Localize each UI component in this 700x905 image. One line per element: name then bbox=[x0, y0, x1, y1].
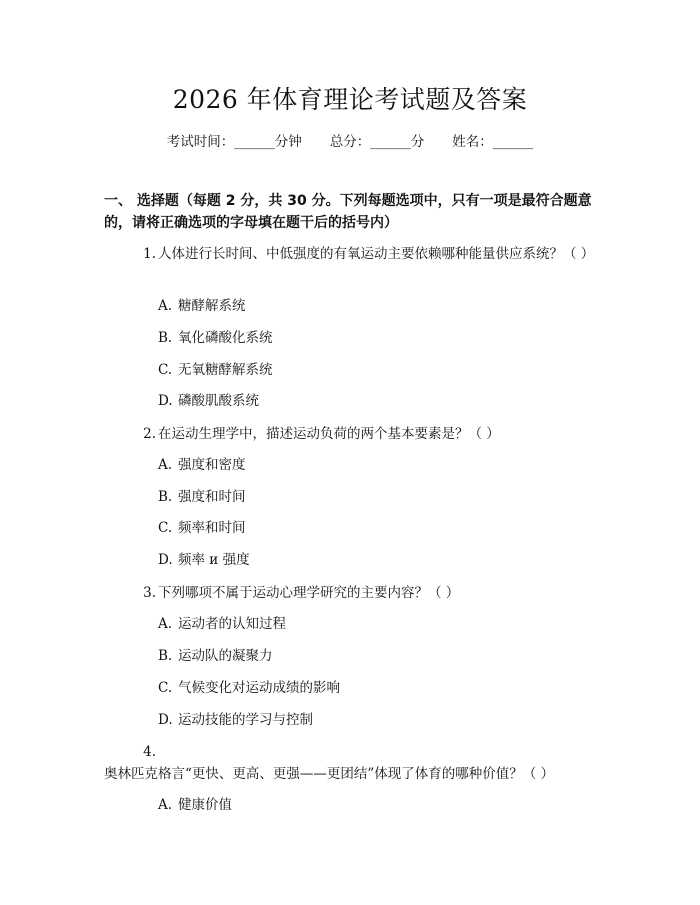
option-3b bbox=[158, 646, 588, 666]
option-letter: D. bbox=[158, 552, 173, 568]
option-text: 磷酸肌酸系统 bbox=[178, 393, 259, 409]
question-text: 人体进行长时间、中低强度的有氧运动主要依赖哪种能量供应系统？（ ） bbox=[158, 246, 595, 262]
question-number: 4. bbox=[143, 744, 156, 760]
question-number: 1. bbox=[143, 246, 156, 262]
option-2b bbox=[158, 487, 588, 507]
option-2c bbox=[158, 518, 588, 538]
option-3c bbox=[158, 678, 588, 698]
option-text: 强度和时间 bbox=[178, 489, 246, 505]
section-heading: 一、 选择题（每题 2 分，共 30 分。下列每题选项中，只有一项是最符合题意的，请将正确选项的字母填在题干后的括号内） bbox=[104, 193, 592, 231]
question-3 bbox=[104, 582, 604, 604]
option-3a bbox=[158, 614, 588, 634]
option-1d bbox=[158, 391, 588, 411]
option-letter: A. bbox=[158, 298, 173, 314]
option-3d bbox=[158, 710, 588, 730]
option-2d bbox=[158, 550, 588, 570]
option-1b bbox=[158, 328, 588, 348]
page-title: 2026 年体育理论考试题及答案 bbox=[172, 85, 528, 114]
option-text: 糖酵解系统 bbox=[178, 298, 246, 314]
option-letter: B. bbox=[158, 330, 173, 346]
option-text: 频率和时间 bbox=[178, 520, 246, 536]
option-letter: D. bbox=[158, 712, 173, 728]
option-text: 运动者的认知过程 bbox=[178, 616, 286, 632]
option-letter: A. bbox=[158, 457, 173, 473]
option-text: 氧化磷酸化系统 bbox=[178, 330, 273, 346]
option-text: 运动队的凝聚力 bbox=[178, 648, 273, 664]
option-text: 健康价值 bbox=[178, 797, 232, 813]
option-letter: B. bbox=[158, 648, 173, 664]
question-number: 3. bbox=[143, 585, 156, 601]
option-text: 无氧糖酵解系统 bbox=[178, 362, 273, 378]
option-letter: C. bbox=[158, 520, 173, 536]
option-1a bbox=[158, 296, 588, 316]
question-4 bbox=[104, 741, 604, 785]
option-1c bbox=[158, 360, 588, 380]
option-letter: B. bbox=[158, 489, 173, 505]
question-text: 下列哪项不属于运动心理学研究的主要内容？（ ） bbox=[158, 585, 460, 601]
option-letter: C. bbox=[158, 680, 173, 696]
question-text: 奥林匹克格言“更快、更高、更强——更团结”体现了体育的哪种价值？（ ） bbox=[104, 766, 555, 782]
option-letter: C. bbox=[158, 362, 173, 378]
option-text: 频率 и 强度 bbox=[178, 552, 250, 568]
option-text: 运动技能的学习与控制 bbox=[178, 712, 313, 728]
option-2a bbox=[158, 455, 588, 475]
option-4a bbox=[158, 795, 588, 815]
total-score-field: 总分：______分 bbox=[329, 134, 425, 150]
option-text: 强度和密度 bbox=[178, 457, 246, 473]
option-letter: A. bbox=[158, 797, 173, 813]
question-text: 在运动生理学中，描述运动负荷的两个基本要素是？（ ） bbox=[158, 426, 500, 442]
question-1 bbox=[104, 243, 604, 265]
option-letter: A. bbox=[158, 616, 173, 632]
question-2 bbox=[104, 423, 604, 445]
exam-time-field: 考试时间：______分钟 bbox=[166, 134, 302, 150]
question-number: 2. bbox=[143, 426, 156, 442]
option-text: 气候变化对运动成绩的影响 bbox=[178, 680, 340, 696]
exam-meta bbox=[0, 132, 700, 152]
option-letter: D. bbox=[158, 393, 173, 409]
name-field: 姓名：______ bbox=[452, 134, 534, 150]
